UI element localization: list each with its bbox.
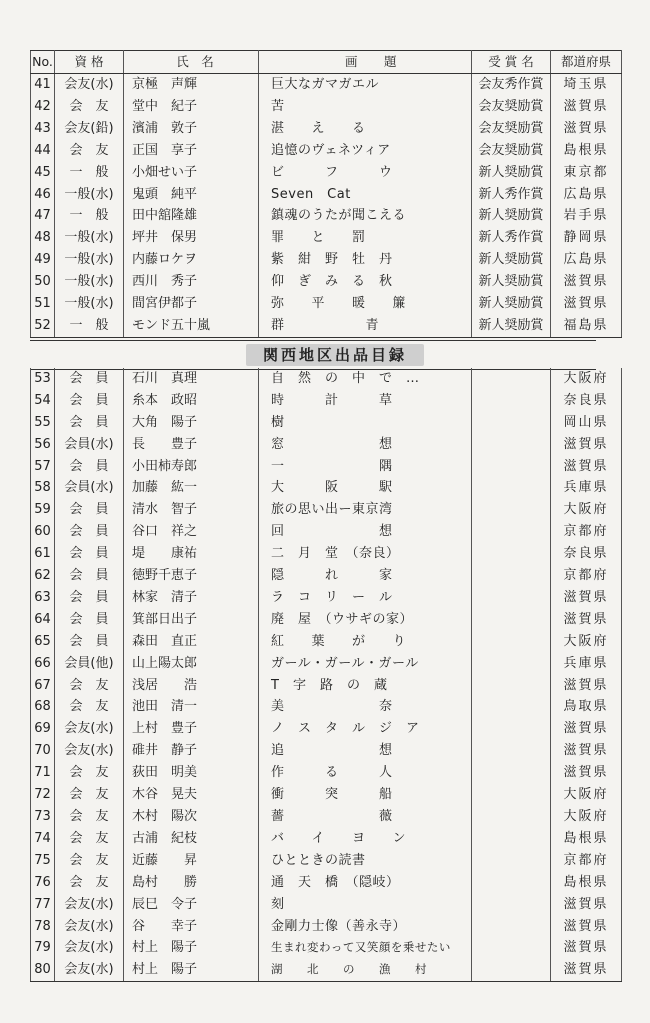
header-title: 画 題 xyxy=(259,51,472,74)
artist-name-cell: 林家 清子 xyxy=(124,587,259,609)
artist-name-cell: モンド五十嵐 xyxy=(124,315,259,337)
artwork-title-cell: ガール・ガール・ガール xyxy=(259,653,472,675)
award-cell xyxy=(472,762,551,784)
row-number: 60 xyxy=(31,521,55,543)
award-cell xyxy=(472,959,551,981)
award-cell xyxy=(472,696,551,718)
table-row xyxy=(31,118,622,140)
table-row xyxy=(31,609,622,631)
table-row xyxy=(31,227,622,249)
row-number: 52 xyxy=(31,315,55,337)
artwork-title-cell: ひとときの読書 xyxy=(259,850,472,872)
qualification-cell: 一 般 xyxy=(55,315,124,337)
row-number: 79 xyxy=(31,937,55,959)
artwork-title-cell: 時 計 草 xyxy=(259,390,472,412)
artist-name-cell: 間宮伊都子 xyxy=(124,293,259,315)
artwork-title-cell: 紅 葉 が り xyxy=(259,631,472,653)
artist-name-cell: 田中舘隆雄 xyxy=(124,205,259,227)
award-cell xyxy=(472,587,551,609)
qualification-cell: 会友(水) xyxy=(55,74,124,96)
qualification-cell: 会友(水) xyxy=(55,959,124,981)
row-number: 48 xyxy=(31,227,55,249)
artist-name-cell: 堤 康祐 xyxy=(124,543,259,565)
artwork-title-cell: 生まれ変わって又笑顔を乗せたい xyxy=(259,937,472,959)
artist-name-cell: 石川 真理 xyxy=(124,368,259,390)
prefecture-cell: 大阪府 xyxy=(551,784,622,806)
award-cell xyxy=(472,784,551,806)
row-number: 63 xyxy=(31,587,55,609)
qualification-cell: 会 員 xyxy=(55,565,124,587)
table-row xyxy=(31,565,622,587)
award-cell: 会友奨励賞 xyxy=(472,118,551,140)
qualification-cell: 一般(水) xyxy=(55,271,124,293)
row-number: 74 xyxy=(31,828,55,850)
award-cell: 新人奨励賞 xyxy=(472,162,551,184)
prefecture-cell: 滋賀県 xyxy=(551,718,622,740)
row-number: 57 xyxy=(31,456,55,478)
qualification-cell: 一般(水) xyxy=(55,184,124,206)
award-cell xyxy=(472,937,551,959)
table-row xyxy=(31,740,622,762)
row-number: 65 xyxy=(31,631,55,653)
artist-name-cell: 小畑せい子 xyxy=(124,162,259,184)
row-number: 80 xyxy=(31,959,55,981)
exhibit-table-kansai xyxy=(30,368,622,982)
artist-name-cell: 大角 陽子 xyxy=(124,412,259,434)
qualification-cell: 会 友 xyxy=(55,696,124,718)
artist-name-cell: 谷口 祥之 xyxy=(124,521,259,543)
table-row xyxy=(31,499,622,521)
prefecture-cell: 大阪府 xyxy=(551,631,622,653)
award-cell: 会友秀作賞 xyxy=(472,74,551,96)
prefecture-cell: 埼玉県 xyxy=(551,74,622,96)
table-row xyxy=(31,96,622,118)
prefecture-cell: 滋賀県 xyxy=(551,293,622,315)
award-cell xyxy=(472,916,551,938)
artist-name-cell: 糸本 政昭 xyxy=(124,390,259,412)
artist-name-cell: 正国 享子 xyxy=(124,140,259,162)
artwork-title-cell: 鎮魂のうたが聞こえる xyxy=(259,205,472,227)
artist-name-cell: 浅居 浩 xyxy=(124,675,259,697)
qualification-cell: 会 友 xyxy=(55,96,124,118)
row-number: 72 xyxy=(31,784,55,806)
table-row xyxy=(31,368,622,390)
qualification-cell: 会員(水) xyxy=(55,477,124,499)
award-cell xyxy=(472,434,551,456)
award-cell xyxy=(472,872,551,894)
artist-name-cell: 内藤ロケヲ xyxy=(124,249,259,271)
qualification-cell: 会 友 xyxy=(55,850,124,872)
row-number: 55 xyxy=(31,412,55,434)
table-row xyxy=(31,806,622,828)
qualification-cell: 会 友 xyxy=(55,675,124,697)
prefecture-cell: 滋賀県 xyxy=(551,96,622,118)
qualification-cell: 会 員 xyxy=(55,412,124,434)
qualification-cell: 会友(水) xyxy=(55,718,124,740)
qualification-cell: 会 員 xyxy=(55,631,124,653)
artist-name-cell: 清水 智子 xyxy=(124,499,259,521)
award-cell xyxy=(472,740,551,762)
section-title: 関西地区出品目録 xyxy=(246,344,424,366)
qualification-cell: 会 員 xyxy=(55,499,124,521)
artist-name-cell: 古浦 紀枝 xyxy=(124,828,259,850)
artist-name-cell: 坪井 保男 xyxy=(124,227,259,249)
artwork-title-cell: 美 奈 xyxy=(259,696,472,718)
prefecture-cell: 岡山県 xyxy=(551,412,622,434)
prefecture-cell: 鳥取県 xyxy=(551,696,622,718)
artwork-title-cell: 廃 屋 （ウサギの家） xyxy=(259,609,472,631)
award-cell: 会友奨励賞 xyxy=(472,96,551,118)
prefecture-cell: 滋賀県 xyxy=(551,434,622,456)
prefecture-cell: 京都府 xyxy=(551,565,622,587)
qualification-cell: 一般(水) xyxy=(55,227,124,249)
artist-name-cell: 長 豊子 xyxy=(124,434,259,456)
row-number: 47 xyxy=(31,205,55,227)
table-row xyxy=(31,959,622,981)
table-row xyxy=(31,543,622,565)
artwork-title-cell: 作 る 人 xyxy=(259,762,472,784)
artwork-title-cell: 窓 想 xyxy=(259,434,472,456)
artwork-title-cell: 回 想 xyxy=(259,521,472,543)
artwork-title-cell: 追 想 xyxy=(259,740,472,762)
award-cell: 新人奨励賞 xyxy=(472,205,551,227)
table-row xyxy=(31,872,622,894)
qualification-cell: 会 員 xyxy=(55,543,124,565)
qualification-cell: 一 般 xyxy=(55,205,124,227)
artist-name-cell: 京極 声輝 xyxy=(124,74,259,96)
prefecture-cell: 東京都 xyxy=(551,162,622,184)
award-cell: 新人秀作賞 xyxy=(472,184,551,206)
artwork-title-cell: 旅の思い出ー東京湾 xyxy=(259,499,472,521)
table-row xyxy=(31,271,622,293)
qualification-cell: 会友(水) xyxy=(55,916,124,938)
row-number: 67 xyxy=(31,675,55,697)
table-row xyxy=(31,894,622,916)
artwork-title-cell: 苦 xyxy=(259,96,472,118)
row-number: 70 xyxy=(31,740,55,762)
artwork-title-cell: 二 月 堂 （奈良） xyxy=(259,543,472,565)
artwork-title-cell: T 字 路 の 蔵 xyxy=(259,675,472,697)
prefecture-cell: 広島県 xyxy=(551,249,622,271)
row-number: 77 xyxy=(31,894,55,916)
artist-name-cell: 木谷 晃夫 xyxy=(124,784,259,806)
table-row xyxy=(31,587,622,609)
row-number: 46 xyxy=(31,184,55,206)
prefecture-cell: 島根県 xyxy=(551,872,622,894)
artist-name-cell: 島村 勝 xyxy=(124,872,259,894)
artist-name-cell: 小田柿寿郎 xyxy=(124,456,259,478)
header-award: 受 賞 名 xyxy=(472,51,551,74)
row-number: 73 xyxy=(31,806,55,828)
artwork-title-cell: 紫 紺 野 牡 丹 xyxy=(259,249,472,271)
artwork-title-cell: ラ コ リ ー ル xyxy=(259,587,472,609)
table-row xyxy=(31,937,622,959)
award-cell xyxy=(472,653,551,675)
table-row xyxy=(31,412,622,434)
artist-name-cell: 森田 直正 xyxy=(124,631,259,653)
qualification-cell: 会 友 xyxy=(55,806,124,828)
table-row xyxy=(31,916,622,938)
row-number: 43 xyxy=(31,118,55,140)
award-cell xyxy=(472,521,551,543)
table-row xyxy=(31,456,622,478)
header-qualification: 資 格 xyxy=(55,51,124,74)
artwork-title-cell: 弥 平 暖 簾 xyxy=(259,293,472,315)
qualification-cell: 会 員 xyxy=(55,609,124,631)
award-cell xyxy=(472,850,551,872)
artist-name-cell: 荻田 明美 xyxy=(124,762,259,784)
row-number: 62 xyxy=(31,565,55,587)
row-number: 66 xyxy=(31,653,55,675)
qualification-cell: 会友(水) xyxy=(55,894,124,916)
award-cell xyxy=(472,412,551,434)
qualification-cell: 会 員 xyxy=(55,587,124,609)
artist-name-cell: 箕部日出子 xyxy=(124,609,259,631)
artist-name-cell: 木村 陽次 xyxy=(124,806,259,828)
artwork-title-cell: 大 阪 駅 xyxy=(259,477,472,499)
artwork-title-cell: 自 然 の 中 で … xyxy=(259,368,472,390)
prefecture-cell: 岩手県 xyxy=(551,205,622,227)
award-cell: 新人秀作賞 xyxy=(472,227,551,249)
row-number: 42 xyxy=(31,96,55,118)
header-name: 氏 名 xyxy=(124,51,259,74)
row-number: 44 xyxy=(31,140,55,162)
qualification-cell: 会 友 xyxy=(55,784,124,806)
prefecture-cell: 京都府 xyxy=(551,521,622,543)
row-number: 56 xyxy=(31,434,55,456)
table-row xyxy=(31,762,622,784)
artist-name-cell: 村上 陽子 xyxy=(124,937,259,959)
table-row xyxy=(31,205,622,227)
artwork-title-cell: 一 隅 xyxy=(259,456,472,478)
artwork-title-cell: 湖 北 の 漁 村 xyxy=(259,959,472,981)
table-row xyxy=(31,315,622,337)
artwork-title-cell: 仰 ぎ み る 秋 xyxy=(259,271,472,293)
artwork-title-cell: ビ フ ウ xyxy=(259,162,472,184)
artwork-title-cell: 群 青 xyxy=(259,315,472,337)
row-number: 61 xyxy=(31,543,55,565)
prefecture-cell: 大阪府 xyxy=(551,499,622,521)
qualification-cell: 会 員 xyxy=(55,368,124,390)
qualification-cell: 会 友 xyxy=(55,828,124,850)
artwork-title-cell: 通 天 橋 （隠岐） xyxy=(259,872,472,894)
prefecture-cell: 京都府 xyxy=(551,850,622,872)
award-cell: 新人奨励賞 xyxy=(472,293,551,315)
artwork-title-cell: 罪 と 罰 xyxy=(259,227,472,249)
prefecture-cell: 滋賀県 xyxy=(551,937,622,959)
award-cell xyxy=(472,828,551,850)
award-cell xyxy=(472,675,551,697)
qualification-cell: 会員(他) xyxy=(55,653,124,675)
artwork-title-cell: 樹 xyxy=(259,412,472,434)
prefecture-cell: 滋賀県 xyxy=(551,675,622,697)
row-number: 54 xyxy=(31,390,55,412)
award-cell xyxy=(472,499,551,521)
prefecture-cell: 滋賀県 xyxy=(551,118,622,140)
award-cell xyxy=(472,565,551,587)
prefecture-cell: 滋賀県 xyxy=(551,959,622,981)
artwork-title-cell: 衝 突 船 xyxy=(259,784,472,806)
qualification-cell: 会 友 xyxy=(55,872,124,894)
row-number: 64 xyxy=(31,609,55,631)
artist-name-cell: 西川 秀子 xyxy=(124,271,259,293)
prefecture-cell: 滋賀県 xyxy=(551,894,622,916)
artwork-title-cell: 湛 え る xyxy=(259,118,472,140)
prefecture-cell: 福島県 xyxy=(551,315,622,337)
award-cell xyxy=(472,368,551,390)
qualification-cell: 一般(水) xyxy=(55,249,124,271)
section-divider xyxy=(30,340,596,370)
row-number: 71 xyxy=(31,762,55,784)
artist-name-cell: 山上陽太郎 xyxy=(124,653,259,675)
artist-name-cell: 辰巳 令子 xyxy=(124,894,259,916)
header-prefecture: 都道府県 xyxy=(551,51,622,74)
artwork-title-cell: 薔 薇 xyxy=(259,806,472,828)
prefecture-cell: 兵庫県 xyxy=(551,653,622,675)
award-cell xyxy=(472,609,551,631)
prefecture-cell: 滋賀県 xyxy=(551,740,622,762)
table-row xyxy=(31,140,622,162)
artist-name-cell: 徳野千恵子 xyxy=(124,565,259,587)
prefecture-cell: 滋賀県 xyxy=(551,762,622,784)
header-no: No. xyxy=(31,51,55,74)
table-row xyxy=(31,784,622,806)
award-cell xyxy=(472,631,551,653)
artist-name-cell: 鬼頭 純平 xyxy=(124,184,259,206)
table-row xyxy=(31,850,622,872)
prefecture-cell: 島根県 xyxy=(551,140,622,162)
artwork-title-cell: 巨大なガマガエル xyxy=(259,74,472,96)
qualification-cell: 会 友 xyxy=(55,762,124,784)
qualification-cell: 一 般 xyxy=(55,162,124,184)
artist-name-cell: 谷 幸子 xyxy=(124,916,259,938)
row-number: 68 xyxy=(31,696,55,718)
artist-name-cell: 加藤 紘一 xyxy=(124,477,259,499)
table-row xyxy=(31,675,622,697)
prefecture-cell: 滋賀県 xyxy=(551,456,622,478)
qualification-cell: 一般(水) xyxy=(55,293,124,315)
prefecture-cell: 滋賀県 xyxy=(551,916,622,938)
prefecture-cell: 広島県 xyxy=(551,184,622,206)
artist-name-cell: 濱浦 敦子 xyxy=(124,118,259,140)
artwork-title-cell: 隠 れ 家 xyxy=(259,565,472,587)
artwork-title-cell: 金剛力士像（善永寺） xyxy=(259,916,472,938)
artwork-title-cell: 追憶のヴェネツィア xyxy=(259,140,472,162)
row-number: 49 xyxy=(31,249,55,271)
row-number: 53 xyxy=(31,368,55,390)
table-row xyxy=(31,434,622,456)
table-row xyxy=(31,631,622,653)
table-row xyxy=(31,74,622,96)
award-cell xyxy=(472,718,551,740)
qualification-cell: 会 員 xyxy=(55,521,124,543)
exhibit-table-awards xyxy=(30,50,622,338)
prefecture-cell: 滋賀県 xyxy=(551,609,622,631)
table-row xyxy=(31,184,622,206)
prefecture-cell: 兵庫県 xyxy=(551,477,622,499)
row-number: 50 xyxy=(31,271,55,293)
row-number: 51 xyxy=(31,293,55,315)
qualification-cell: 会員(水) xyxy=(55,434,124,456)
prefecture-cell: 静岡県 xyxy=(551,227,622,249)
table-row xyxy=(31,696,622,718)
qualification-cell: 会 友 xyxy=(55,140,124,162)
prefecture-cell: 大阪府 xyxy=(551,368,622,390)
row-number: 69 xyxy=(31,718,55,740)
artist-name-cell: 近藤 昇 xyxy=(124,850,259,872)
award-cell xyxy=(472,456,551,478)
artist-name-cell: 堂中 紀子 xyxy=(124,96,259,118)
table-row xyxy=(31,293,622,315)
award-cell xyxy=(472,543,551,565)
prefecture-cell: 滋賀県 xyxy=(551,587,622,609)
artist-name-cell: 上村 豊子 xyxy=(124,718,259,740)
prefecture-cell: 滋賀県 xyxy=(551,271,622,293)
table-row xyxy=(31,477,622,499)
row-number: 59 xyxy=(31,499,55,521)
artist-name-cell: 村上 陽子 xyxy=(124,959,259,981)
table-row xyxy=(31,249,622,271)
row-number: 76 xyxy=(31,872,55,894)
row-number: 41 xyxy=(31,74,55,96)
award-cell xyxy=(472,390,551,412)
row-number: 75 xyxy=(31,850,55,872)
qualification-cell: 会友(水) xyxy=(55,740,124,762)
prefecture-cell: 島根県 xyxy=(551,828,622,850)
table-header-row xyxy=(31,51,622,74)
qualification-cell: 会 員 xyxy=(55,390,124,412)
table-row xyxy=(31,653,622,675)
row-number: 45 xyxy=(31,162,55,184)
table-row xyxy=(31,828,622,850)
qualification-cell: 会友(水) xyxy=(55,937,124,959)
award-cell: 新人奨励賞 xyxy=(472,271,551,293)
artist-name-cell: 池田 清一 xyxy=(124,696,259,718)
award-cell: 新人奨励賞 xyxy=(472,249,551,271)
prefecture-cell: 奈良県 xyxy=(551,390,622,412)
row-number: 58 xyxy=(31,477,55,499)
qualification-cell: 会 員 xyxy=(55,456,124,478)
award-cell: 会友奨励賞 xyxy=(472,140,551,162)
award-cell xyxy=(472,477,551,499)
table-row xyxy=(31,521,622,543)
artwork-title-cell: 刻 xyxy=(259,894,472,916)
prefecture-cell: 大阪府 xyxy=(551,806,622,828)
award-cell: 新人奨励賞 xyxy=(472,315,551,337)
award-cell xyxy=(472,894,551,916)
table-row xyxy=(31,390,622,412)
artwork-title-cell: Seven Cat xyxy=(259,184,472,206)
artwork-title-cell: ノ ス タ ル ジ ア xyxy=(259,718,472,740)
award-cell xyxy=(472,806,551,828)
row-number: 78 xyxy=(31,916,55,938)
prefecture-cell: 奈良県 xyxy=(551,543,622,565)
table-row xyxy=(31,162,622,184)
artwork-title-cell: バ イ ヨ ン xyxy=(259,828,472,850)
qualification-cell: 会友(鉛) xyxy=(55,118,124,140)
artist-name-cell: 碓井 静子 xyxy=(124,740,259,762)
table-row xyxy=(31,718,622,740)
